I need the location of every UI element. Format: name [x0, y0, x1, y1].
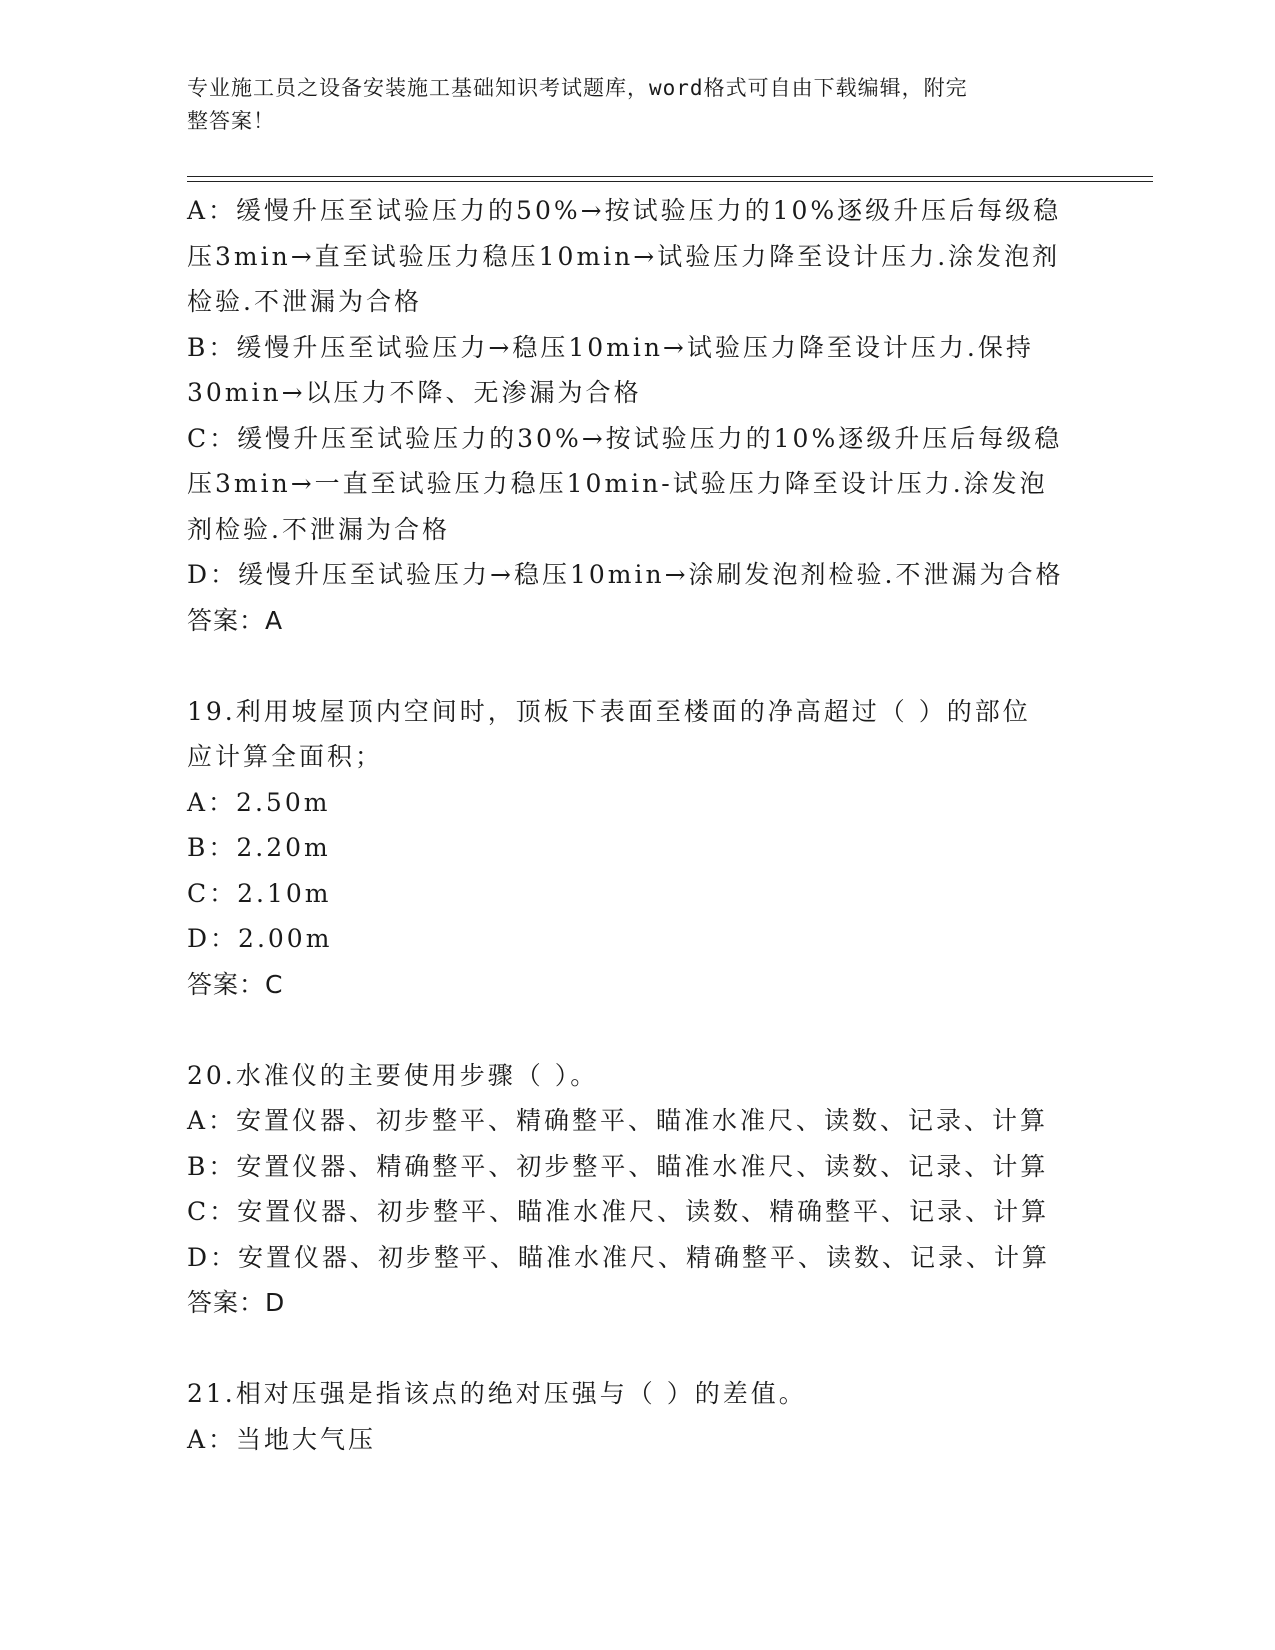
option-a: A：2.50m [187, 787, 331, 817]
option-d [187, 552, 1087, 598]
option-b: B：2.20m [187, 833, 331, 862]
option-a [187, 188, 1087, 325]
document-header [187, 72, 1067, 138]
option-text: 压3min→一直至试验压力稳压10min-试验压力降至设计压力.涂发泡 [187, 469, 1048, 498]
spacer [187, 1007, 1087, 1053]
spacer [187, 1326, 1087, 1372]
header-line: 整答案！ [187, 109, 275, 133]
option-text: B：缓慢升压至试验压力→稳压10min→试验压力降至设计压力.保持 [187, 332, 1034, 362]
question-stem: 21.相对压强是指该点的绝对压强与（ ）的差值。 [187, 1379, 807, 1408]
option-text: C：缓慢升压至试验压力的30%→按试验压力的10%逐级升压后每级稳 [187, 423, 1063, 453]
header-line: 专业施工员之设备安装施工基础知识考试题库，word格式可自由下载编辑，附完 [187, 76, 968, 100]
question-21 [187, 1371, 1087, 1462]
spacer [187, 643, 1087, 689]
option-text: 30min→以压力不降、无渗漏为合格 [187, 378, 642, 407]
option-text: 压3min→直至试验压力稳压10min→试验压力降至设计压力.涂发泡剂 [187, 241, 1061, 271]
option-c [187, 416, 1087, 553]
option-text: A：缓慢升压至试验压力的50%→按试验压力的10%逐级升压后每级稳 [187, 196, 1062, 225]
question-20 [187, 1053, 1087, 1326]
answer-label: 答案：A [187, 605, 284, 635]
option-b: B：安置仪器、精确整平、初步整平、瞄准水准尺、读数、记录、计算 [187, 1151, 1049, 1181]
option-a: A：当地大气压 [187, 1424, 377, 1454]
option-c: C：2.10m [187, 878, 332, 908]
question-19 [187, 689, 1087, 1008]
question-stem: 应计算全面积； [187, 742, 384, 771]
question-list [187, 188, 1087, 1462]
option-d: D：2.00m [187, 924, 333, 953]
option-text: 检验.不泄漏为合格 [187, 287, 422, 316]
question-18 [187, 188, 1087, 643]
option-text: D：缓慢升压至试验压力→稳压10min→涂刷发泡剂检验.不泄漏为合格 [187, 560, 1064, 589]
option-d: D：安置仪器、初步整平、瞄准水准尺、精确整平、读数、记录、计算 [187, 1242, 1051, 1272]
option-b [187, 325, 1087, 416]
option-text: 剂检验.不泄漏为合格 [187, 514, 450, 544]
header-divider [187, 176, 1153, 182]
option-a: A：安置仪器、初步整平、精确整平、瞄准水准尺、读数、记录、计算 [187, 1106, 1049, 1135]
question-stem: 19.利用坡屋顶内空间时，顶板下表面至楼面的净高超过（ ）的部位 [187, 696, 1031, 726]
answer-label: 答案：D [187, 1288, 286, 1317]
question-stem: 20.水准仪的主要使用步骤（ ）。 [187, 1060, 599, 1090]
answer-label: 答案：C [187, 969, 284, 999]
option-c: C：安置仪器、初步整平、瞄准水准尺、读数、精确整平、记录、计算 [187, 1197, 1050, 1226]
